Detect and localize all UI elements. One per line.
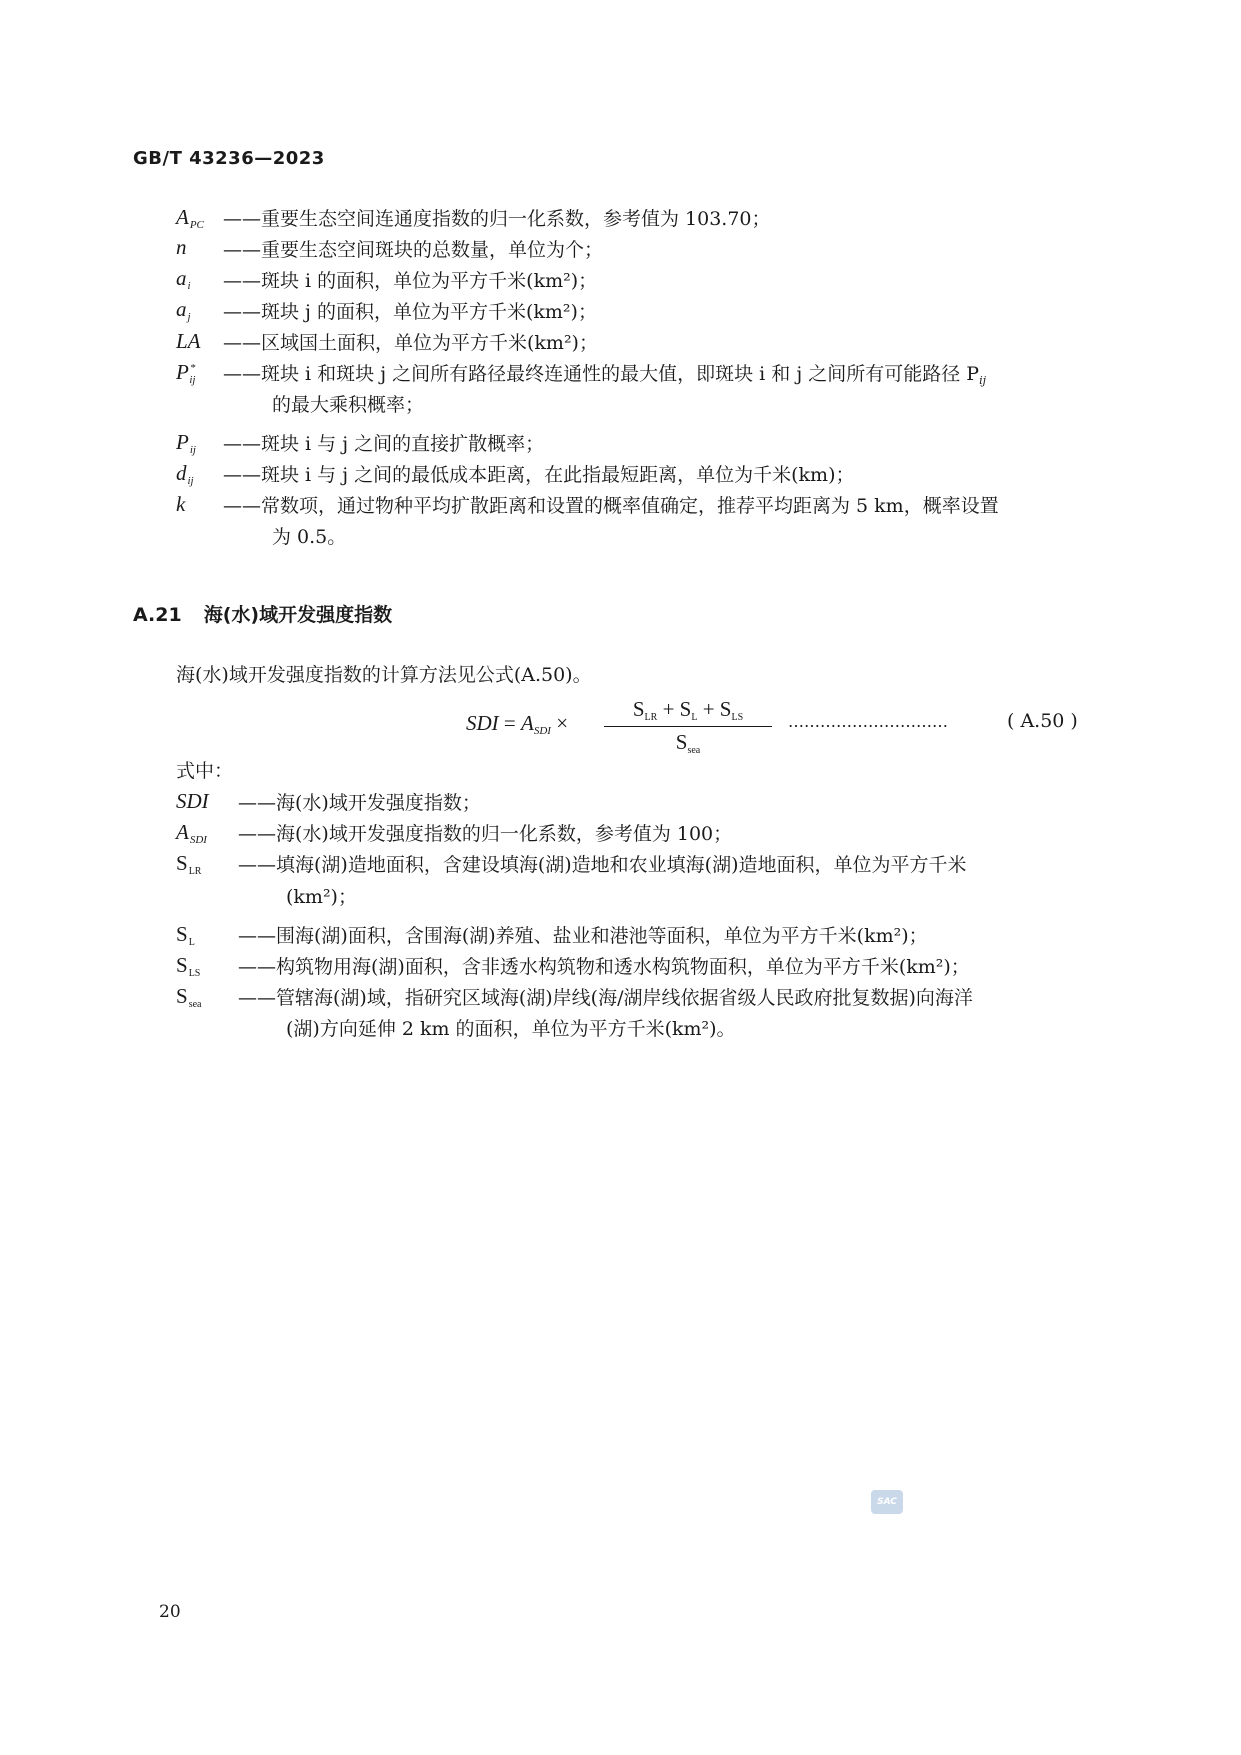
definition-sdi: ——海(水)域开发强度指数； [238,792,481,814]
symbol-s-l: SL [176,922,195,948]
symbol-s-sea: Ssea [176,984,202,1010]
symbol-a-i: $a_i$ [176,266,191,292]
formula-label: ( A.50 ) [1007,710,1078,732]
page-number: 20 [159,1602,181,1622]
symbol-d-ij: $d_{ij}$ [176,461,194,487]
fraction-bar [604,726,772,727]
definition-k: ——常数项，通过物种平均扩散距离和设置的概率值确定，推荐平均距离为 5 km，概率设置 [223,495,999,517]
intro-paragraph: 海(水)域开发强度指数的计算方法见公式(A.50)。 [176,664,592,686]
definition-s-ls: ——构筑物用海(湖)面积，含非透水构筑物和透水构筑物面积，单位为平方千米(km²)； [238,956,970,978]
symbol-s-lr: SLR [176,851,202,877]
definition-s-lr-cont: (km²)； [286,886,357,908]
symbol-p-ij: $P_{ij}$ [176,430,196,456]
formula-denominator: $S_{sea}$ [675,730,701,756]
formula-numerator: $S_{LR} + S_L + S_{LS}$ [632,697,744,723]
definition-p-ij-star: ——斑块 i 和斑块 j 之间所有路径最终连通性的最大值，即斑块 i 和 j 之间所有可能路径 $P_{ij}$ [223,363,987,387]
definition-a-sdi: ——海(水)域开发强度指数的归一化系数，参考值为 100； [238,823,733,845]
symbol-a-pc: $A_{PC}$ [176,205,204,231]
definition-s-l: ——围海(湖)面积，含围海(湖)养殖、盐业和港池等面积，单位为平方千米(km²)； [238,925,928,947]
formula-leader-dots: ………………………… [788,712,948,731]
definition-la: ——区域国土面积，单位为平方千米(km²)； [223,332,598,354]
definition-p-ij-star-cont: 的最大乘积概率； [272,394,425,416]
definition-p-ij: ——斑块 i 与 j 之间的直接扩散概率； [223,433,545,455]
definition-d-ij: ——斑块 i 与 j 之间的最低成本距离，在此指最短距离，单位为千米(km)； [223,464,855,486]
symbol-a-sdi: $A_{SDI}$ [176,820,207,846]
definition-k-cont: 为 0.5。 [272,526,347,548]
symbol-k: k [176,492,186,516]
definition-s-sea-cont: (湖)方向延伸 2 km 的面积，单位为平方千米(km²)。 [286,1018,736,1040]
symbol-la: LA [176,329,201,353]
symbol-n: n [176,235,187,259]
symbol-a-j: $a_j$ [176,297,191,323]
sac-watermark-logo: SAC [871,1490,903,1514]
definition-s-lr: ——填海(湖)造地面积，含建设填海(湖)造地和农业填海(湖)造地面积，单位为平方千米 [238,854,967,876]
formula-lhs: SDI = $A_{SDI}$ × [466,711,569,737]
symbol-s-ls: SLS [176,953,201,979]
where-label: 式中： [176,760,234,782]
symbol-sdi: SDI [176,789,209,813]
definition-a-j: ——斑块 j 的面积，单位为平方千米(km²)； [223,301,597,323]
definition-a-i: ——斑块 i 的面积，单位为平方千米(km²)； [223,270,598,292]
definition-n: ——重要生态空间斑块的总数量，单位为个； [223,239,604,261]
symbol-p-ij-star: $P^*_{ij}$ [176,360,196,386]
definition-s-sea: ——管辖海(湖)域，指研究区域海(湖)岸线(海/湖岸线依据省级人民政府批复数据)向海洋 [238,987,973,1009]
standard-code: GB/T 43236—2023 [133,148,325,169]
definition-a-pc: ——重要生态空间连通度指数的归一化系数，参考值为 103.70； [223,208,771,230]
section-heading: A.21 海(水)域开发强度指数 [133,604,393,626]
